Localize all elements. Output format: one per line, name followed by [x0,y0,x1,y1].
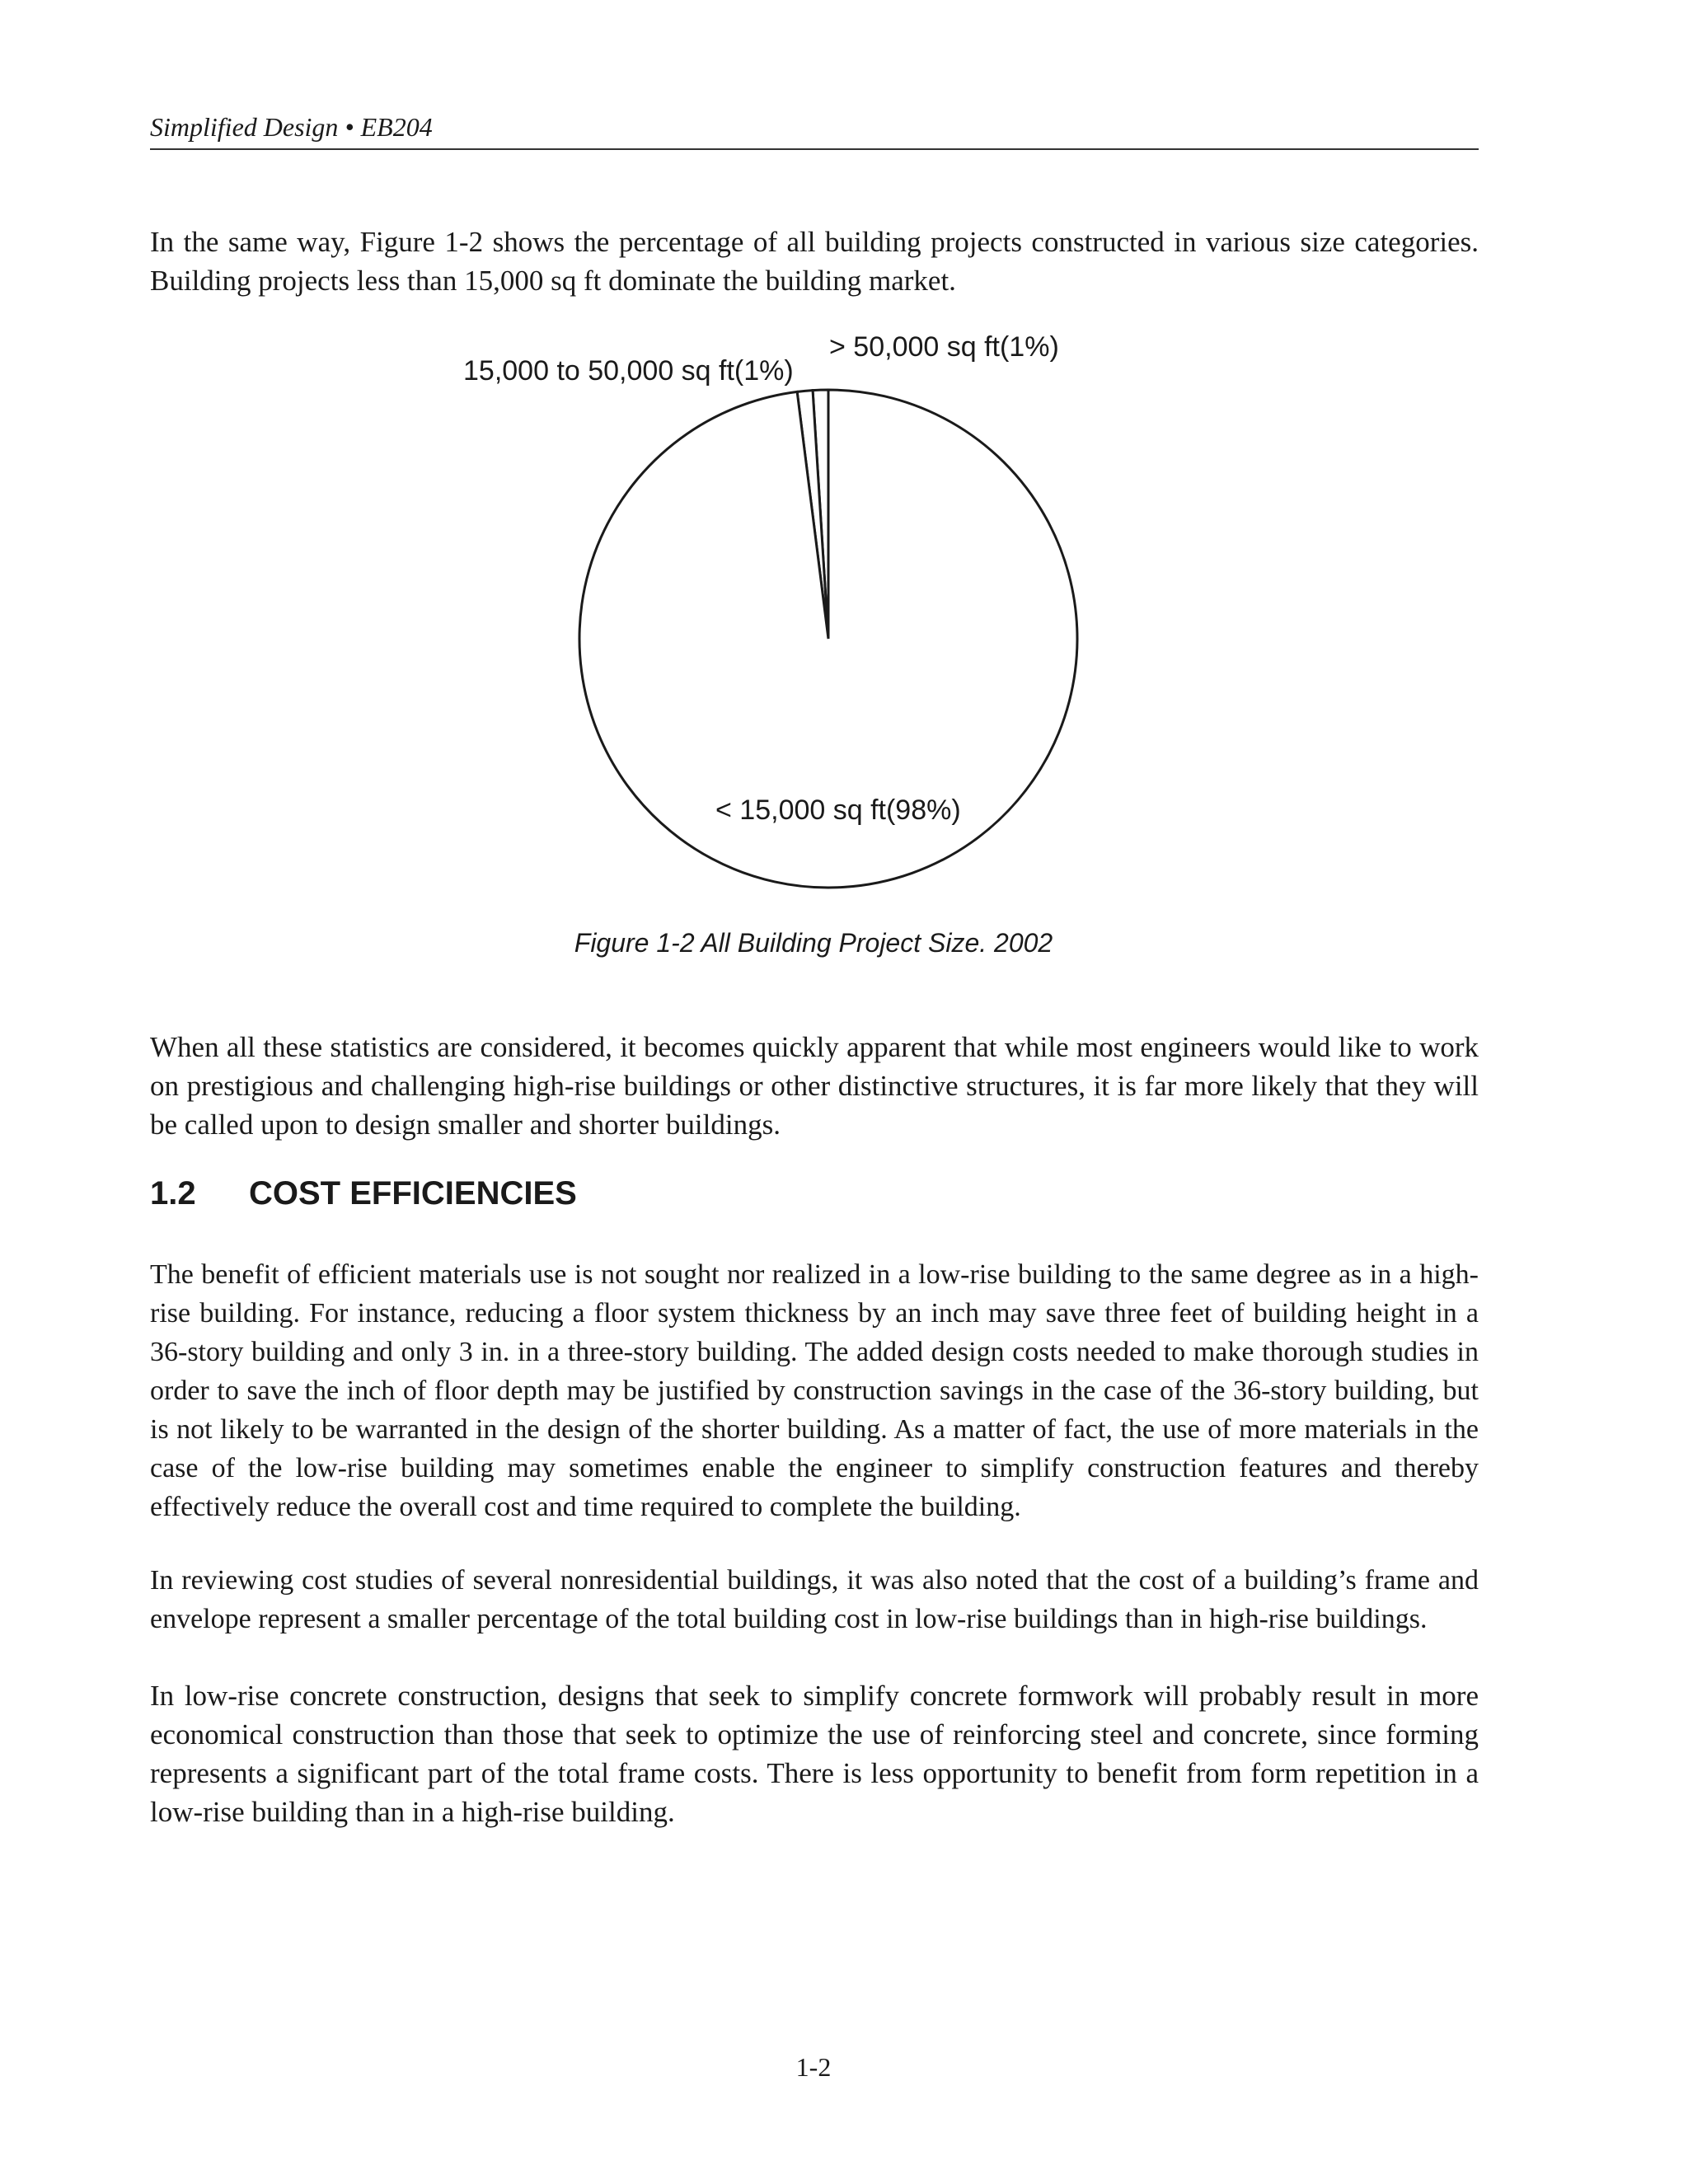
pie-chart [0,0,1688,989]
section-heading [150,1174,577,1213]
pie-label-under-15000: < 15,000 sq ft(98%) [715,794,961,826]
review-paragraph: In reviewing cost studies of several nonresidential buildings, it was also noted that the cost of a building’s frame and envelope represent a smaller percentage of the total building cost in low-rise buildings than in high-rise buildings. [150,1565,1479,1634]
pie-label-15000-to-50000: 15,000 to 50,000 sq ft(1%) [463,355,794,387]
page-number: 1-2 [795,2052,832,2082]
stats-paragraph: When all these statistics are considered, it becomes quickly apparent that while most engineers would like to work on prestigious and challenging high-rise buildings or other distinctive structures, it is far more likely that they will be called upon to design smaller and shorter buildings. [150,1031,1479,1141]
figure-caption: Figure 1-2 All Building Project Size. 2002 [574,928,1053,958]
pie-label-over-50000: > 50,000 sq ft(1%) [829,331,1059,363]
section-title: COST EFFICIENCIES [249,1175,577,1212]
running-header: Simplified Design • EB204 [150,110,1479,150]
intro-paragraph: In the same way, Figure 1-2 shows the percentage of all building projects constructed in various size categories. Building projects less than 15,000 sq ft dominate the building market. [150,226,1479,297]
lowrise-paragraph: In low-rise concrete construction, designs that seek to simplify concrete formwork will probably result in more economical construction than those that seek to optimize the use of reinforcing steel and concrete, since forming represents a significant part of the total frame costs. There is less opportunity to benefit from form repetition in a low-rise building than in a high-rise building. [150,1680,1479,1828]
benefit-paragraph: The benefit of efficient materials use is not sought nor realized in a low-rise building to the same degree as in a high-rise building. For instance, reducing a floor system thickness by an inch may save three feet of building height in a 36-story building and only 3 in. in a three-story building. The added design costs needed to make thorough studies in order to save the inch of floor depth may be justified by construction savings in the case of the 36-story building, but is not likely to be warranted in the design of the shorter building. As a matter of fact, the use of more materials in the case of the low-rise building may sometimes enable the engineer to simplify construction features and thereby effectively reduce the overall cost and time required to complete the building. [150,1259,1479,1522]
section-number: 1.2 [150,1175,196,1212]
